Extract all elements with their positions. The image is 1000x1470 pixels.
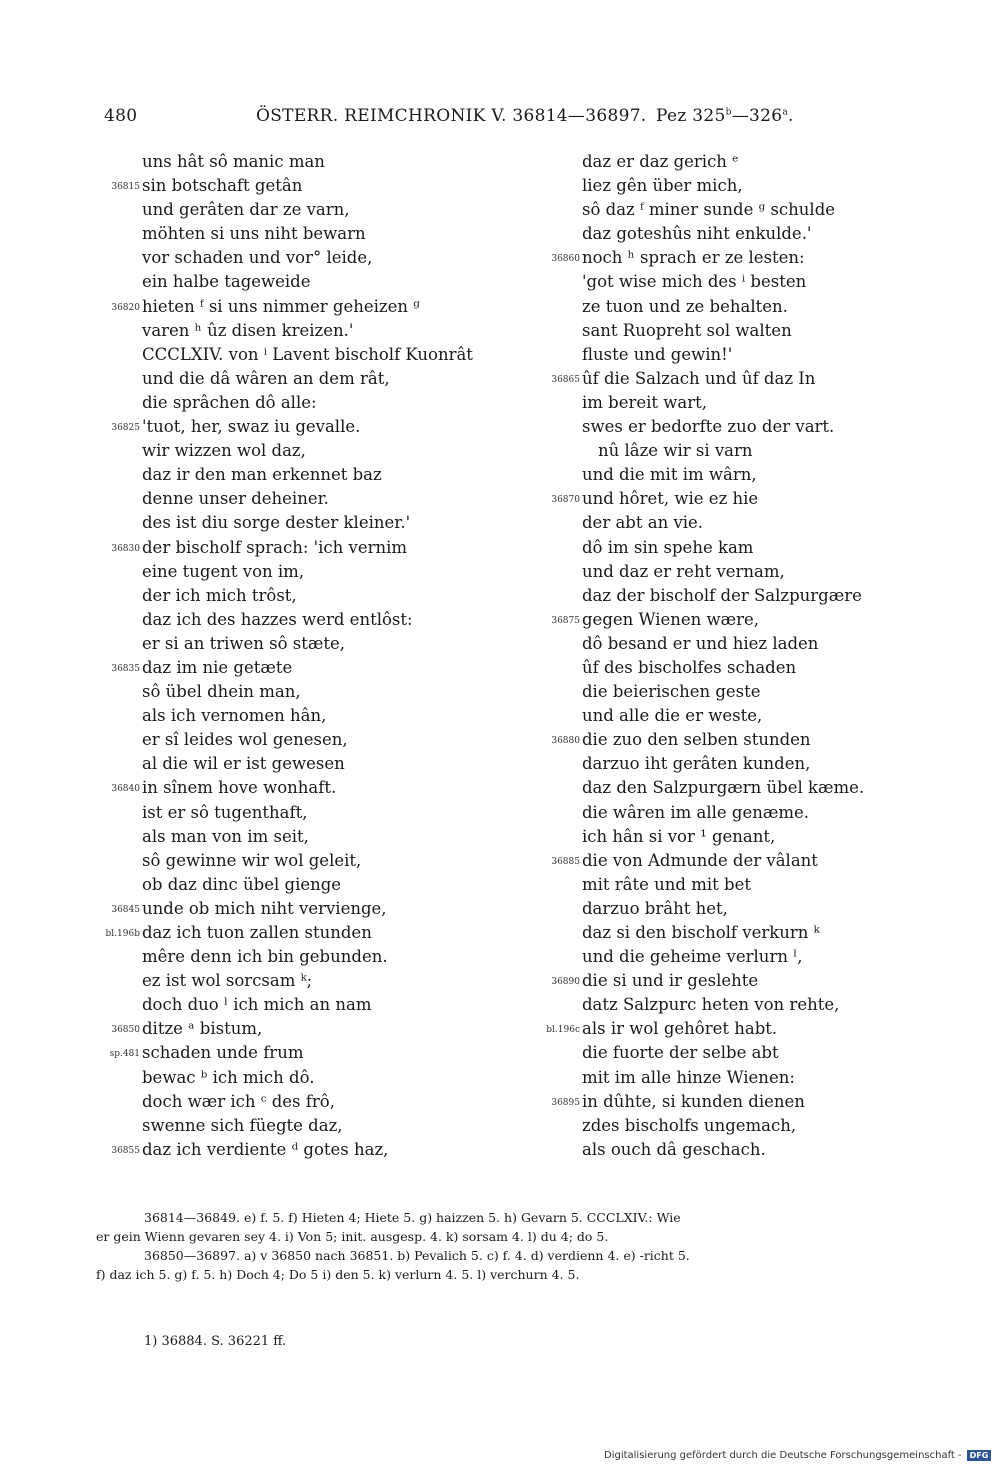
verse-number: 36875 bbox=[551, 615, 580, 626]
verse-text: die zuo den selben stunden bbox=[582, 730, 811, 750]
verse-text: 'tuot, her, swaz iu gevalle. bbox=[142, 417, 361, 437]
verse-line bbox=[98, 728, 518, 752]
verse-line bbox=[98, 632, 518, 656]
verse-line bbox=[98, 222, 518, 246]
verse-text: daz si den bischolf verkurn ᵏ bbox=[582, 923, 820, 942]
verse-text: denne unser deheiner. bbox=[142, 489, 329, 509]
verse-line bbox=[538, 1138, 938, 1162]
verse-number: 36860 bbox=[551, 254, 580, 265]
verse-text: und alle die er weste, bbox=[582, 706, 763, 726]
verse-text: daz ich tuon zallen stunden bbox=[142, 923, 372, 942]
verse-line bbox=[538, 1066, 938, 1090]
verse-text: die beierischen geste bbox=[582, 682, 761, 702]
verse-line bbox=[538, 560, 938, 584]
reference-note: 1) 36884. S. 36221 ff. bbox=[144, 1334, 287, 1349]
verse-line bbox=[98, 1090, 518, 1114]
verse-line bbox=[538, 752, 938, 776]
verse-number: 36880 bbox=[551, 736, 580, 747]
verse-line bbox=[538, 1090, 938, 1114]
verse-text: CCCLXIV. von ⁱ Lavent bischolf Kuonrât bbox=[142, 344, 473, 364]
verse-text: sô übel dhein man, bbox=[142, 682, 301, 702]
verse-line bbox=[98, 849, 518, 873]
verse-line bbox=[98, 295, 518, 319]
verse-text: doch wær ich ᶜ des frô, bbox=[142, 1091, 335, 1111]
verse-text: eine tugent von im, bbox=[142, 561, 305, 581]
verse-text: die wâren im alle genæme. bbox=[582, 802, 810, 822]
verse-line bbox=[98, 536, 518, 560]
verse-line bbox=[98, 656, 518, 680]
footnote-line: f) daz ich 5. g) f. 5. h) Doch 4; Do 5 i) den 5. k) verlurn 4. 5. l) verchurn 4. 5. bbox=[96, 1267, 580, 1282]
verse-line bbox=[538, 897, 938, 921]
verse-line bbox=[538, 825, 938, 849]
verse-text: daz ir den man erkennet baz bbox=[142, 465, 382, 485]
verse-text: ez ist wol sorcsam ᵏ; bbox=[142, 971, 313, 991]
verse-line bbox=[98, 343, 518, 367]
dfg-logo: DFG bbox=[967, 1450, 992, 1461]
verse-text: er si an triwen sô stæte, bbox=[142, 633, 346, 653]
verse-line bbox=[538, 1114, 938, 1138]
verse-text: sant Ruopreht sol walten bbox=[582, 320, 792, 340]
verse-line bbox=[538, 511, 938, 535]
verse-line bbox=[538, 608, 938, 632]
verse-line bbox=[538, 174, 938, 198]
verse-line bbox=[538, 1017, 938, 1041]
verse-number: bl.196b bbox=[105, 929, 140, 939]
verse-number: 36885 bbox=[551, 856, 580, 867]
verse-line bbox=[538, 222, 938, 246]
verse-text: sô gewinne wir wol geleit, bbox=[142, 850, 362, 870]
verse-line bbox=[98, 801, 518, 825]
verse-line bbox=[538, 801, 938, 825]
verse-line bbox=[538, 487, 938, 511]
verse-text: vor schaden und vor° leide, bbox=[142, 248, 373, 268]
verse-text: uns hât sô manic man bbox=[142, 152, 325, 171]
apparatus-footnotes bbox=[96, 1208, 946, 1284]
verse-line bbox=[98, 921, 518, 945]
verse-line bbox=[98, 1138, 518, 1162]
verse-text: und die dâ wâren an dem rât, bbox=[142, 368, 390, 388]
verse-line bbox=[538, 776, 938, 800]
verse-line bbox=[538, 198, 938, 222]
verse-text: der bischolf sprach: 'ich vernim bbox=[142, 537, 408, 557]
verse-text: und die geheime verlurn ˡ, bbox=[582, 947, 803, 967]
verse-line bbox=[98, 174, 518, 198]
verse-text: darzuo brâht het, bbox=[582, 898, 728, 918]
verse-line bbox=[98, 1114, 518, 1138]
verse-line bbox=[538, 873, 938, 897]
verse-line bbox=[98, 198, 518, 222]
verse-text: ze tuon und ze behalten. bbox=[582, 296, 788, 316]
verse-text: daz den Salzpurgærn übel kæme. bbox=[582, 778, 865, 798]
verse-line bbox=[538, 632, 938, 656]
verse-text: der abt an vie. bbox=[582, 513, 704, 533]
verse-line bbox=[98, 969, 518, 993]
verse-line bbox=[98, 463, 518, 487]
verse-line bbox=[98, 584, 518, 608]
verse-text: swenne sich füegte daz, bbox=[142, 1115, 343, 1135]
verse-line bbox=[98, 367, 518, 391]
verse-text: dô im sin spehe kam bbox=[582, 537, 754, 557]
verse-text: daz goteshûs niht enkulde.' bbox=[582, 224, 812, 244]
verse-line bbox=[98, 1041, 518, 1065]
verse-text: ob daz dinc übel gienge bbox=[142, 874, 342, 894]
verse-line bbox=[538, 921, 938, 945]
verse-line bbox=[538, 536, 938, 560]
verse-text: daz er daz gerich ᵉ bbox=[582, 152, 739, 171]
verse-text: ist er sô tugenthaft, bbox=[142, 802, 308, 822]
verse-number: 36825 bbox=[111, 423, 140, 434]
verse-line bbox=[538, 150, 938, 174]
verse-line bbox=[538, 295, 938, 319]
verse-text: ditze ᵃ bistum, bbox=[142, 1019, 263, 1039]
verse-line bbox=[538, 945, 938, 969]
verse-line bbox=[98, 945, 518, 969]
verse-line bbox=[98, 319, 518, 343]
verse-text: daz ich des hazzes werd entlôst: bbox=[142, 609, 413, 629]
verse-line bbox=[538, 439, 938, 463]
verse-number: 36890 bbox=[551, 977, 580, 988]
verse-line bbox=[538, 391, 938, 415]
verse-line bbox=[98, 752, 518, 776]
verse-text: des ist diu sorge dester kleiner.' bbox=[142, 513, 411, 533]
verse-text: noch ʰ sprach er ze lesten: bbox=[582, 248, 805, 268]
verse-text: bewac ᵇ ich mich dô. bbox=[142, 1067, 315, 1087]
verse-line bbox=[98, 511, 518, 535]
pez-reference: Pez 325$^b$—326$^a$. bbox=[656, 106, 794, 126]
verse-line bbox=[98, 246, 518, 270]
footnote-line: er gein Wienn gevaren sey 4. i) Von 5; init. ausgesp. 4. k) sorsam 4. l) du 4; do 5. bbox=[96, 1229, 609, 1244]
verse-line bbox=[538, 319, 938, 343]
verse-line bbox=[98, 439, 518, 463]
verse-line bbox=[98, 608, 518, 632]
verse-number: 36840 bbox=[111, 784, 140, 795]
verse-line bbox=[98, 680, 518, 704]
verse-text: als man von im seit, bbox=[142, 826, 309, 846]
verse-line bbox=[98, 1017, 518, 1041]
verse-line bbox=[538, 704, 938, 728]
verse-text: datz Salzpurc heten von rehte, bbox=[582, 995, 840, 1015]
verse-text: mit im alle hinze Wienen: bbox=[582, 1067, 795, 1087]
verse-text: swes er bedorfte zuo der vart. bbox=[582, 417, 835, 437]
verse-text: varen ʰ ûz disen kreizen.' bbox=[142, 320, 354, 340]
verse-text: sô daz ᶠ miner sunde ᵍ schulde bbox=[582, 200, 836, 220]
verse-text: daz im nie getæte bbox=[142, 657, 293, 677]
running-title: ÖSTERR. REIMCHRONIK V. 36814—36897. bbox=[256, 106, 647, 126]
verse-text: unde ob mich niht vervienge, bbox=[142, 898, 387, 918]
verse-text: er sî leides wol genesen, bbox=[142, 730, 348, 750]
verse-text: der ich mich trôst, bbox=[142, 585, 297, 605]
verse-number: sp.481 bbox=[109, 1049, 140, 1060]
verse-text: als ir wol gehôret habt. bbox=[582, 1019, 778, 1039]
verse-line bbox=[98, 1066, 518, 1090]
verse-number: 36870 bbox=[551, 495, 580, 506]
verse-text: liez gên über mich, bbox=[582, 176, 743, 196]
verse-text: die fuorte der selbe abt bbox=[582, 1043, 779, 1063]
verse-number: 36855 bbox=[111, 1145, 140, 1156]
footnote-line: 36850—36897. a) v 36850 nach 36851. b) Pevalich 5. c) f. 4. d) verdienn 4. e) -richt 5. bbox=[144, 1248, 690, 1263]
verse-number: 36845 bbox=[111, 904, 140, 915]
verse-text: hieten ᶠ si uns nimmer geheizen ᵍ bbox=[142, 296, 420, 316]
verse-text: ûf die Salzach und ûf daz In bbox=[582, 368, 816, 388]
verse-text: und die mit im wârn, bbox=[582, 465, 757, 485]
verse-line bbox=[538, 463, 938, 487]
verse-text: al die wil er ist gewesen bbox=[142, 754, 345, 774]
verse-text: darzuo iht gerâten kunden, bbox=[582, 754, 811, 774]
verse-number: 36820 bbox=[111, 302, 140, 313]
verse-text: und daz er reht vernam, bbox=[582, 561, 785, 581]
footnote-line: 36814—36849. e) f. 5. f) Hieten 4; Hiete 5. g) haizzen 5. h) Gevarn 5. CCCLXIV.: Wie bbox=[144, 1210, 681, 1225]
verse-text: mit râte und mit bet bbox=[582, 874, 751, 894]
verse-text: die von Admunde der vâlant bbox=[582, 850, 818, 870]
verse-number: 36865 bbox=[551, 374, 580, 385]
verse-text: dô besand er und hiez laden bbox=[582, 633, 819, 653]
verse-text: daz ich verdiente ᵈ gotes haz, bbox=[142, 1139, 389, 1159]
verse-line bbox=[538, 270, 938, 294]
page-number: 480 bbox=[104, 106, 138, 126]
verse-text: nû lâze wir si varn bbox=[598, 441, 753, 461]
verse-line bbox=[98, 873, 518, 897]
verse-text: und gerâten dar ze varn, bbox=[142, 200, 350, 220]
verse-text: ûf des bischolfes schaden bbox=[582, 657, 797, 677]
verse-text: mêre denn ich bin gebunden. bbox=[142, 947, 388, 967]
verse-text: als ouch dâ geschach. bbox=[582, 1139, 766, 1159]
verse-number: 36815 bbox=[111, 182, 140, 193]
verse-line bbox=[538, 969, 938, 993]
verse-line bbox=[98, 487, 518, 511]
verse-text: die sprâchen dô alle: bbox=[142, 392, 317, 412]
verse-number: bl.196c bbox=[546, 1025, 580, 1036]
dfg-credit bbox=[604, 1450, 991, 1461]
verse-line bbox=[538, 343, 938, 367]
verse-text: doch duo ˡ ich mich an nam bbox=[142, 995, 372, 1015]
verse-column-left bbox=[98, 150, 518, 1162]
verse-text: schaden unde frum bbox=[142, 1043, 304, 1063]
verse-line bbox=[538, 680, 938, 704]
verse-text: sin botschaft getân bbox=[142, 176, 303, 196]
verse-text: zdes bischolfs ungemach, bbox=[582, 1115, 797, 1135]
verse-text: fluste und gewin!' bbox=[582, 344, 733, 364]
verse-line bbox=[98, 560, 518, 584]
verse-line bbox=[538, 849, 938, 873]
verse-text: als ich vernomen hân, bbox=[142, 706, 327, 726]
verse-text: im bereit wart, bbox=[582, 392, 708, 412]
verse-line bbox=[98, 993, 518, 1017]
verse-text: 'got wise mich des ⁱ besten bbox=[582, 272, 807, 292]
verse-number: 36895 bbox=[551, 1097, 580, 1108]
verse-line bbox=[98, 776, 518, 800]
verse-line bbox=[98, 391, 518, 415]
verse-text: gegen Wienen wære, bbox=[582, 609, 760, 629]
verse-number: 36850 bbox=[111, 1025, 140, 1036]
verse-column-right bbox=[538, 150, 938, 1162]
verse-line bbox=[98, 415, 518, 439]
verse-line bbox=[98, 150, 518, 174]
verse-line bbox=[538, 584, 938, 608]
verse-text: ich hân si vor ¹ genant, bbox=[582, 826, 776, 846]
verse-line bbox=[98, 704, 518, 728]
verse-number: 36830 bbox=[111, 543, 140, 554]
verse-line bbox=[98, 270, 518, 294]
verse-text: möhten si uns niht bewarn bbox=[142, 224, 366, 244]
verse-line bbox=[538, 246, 938, 270]
verse-text: ein halbe tageweide bbox=[142, 272, 311, 292]
verse-number: 36835 bbox=[111, 663, 140, 674]
verse-text: in dûhte, si kunden dienen bbox=[582, 1091, 805, 1111]
verse-line bbox=[98, 825, 518, 849]
verse-line bbox=[538, 367, 938, 391]
verse-text: und hôret, wie ez hie bbox=[582, 489, 759, 509]
page-header bbox=[104, 106, 844, 132]
verse-line bbox=[538, 728, 938, 752]
verse-text: die si und ir geslehte bbox=[582, 971, 759, 991]
verse-text: wir wizzen wol daz, bbox=[142, 441, 306, 461]
verse-line bbox=[538, 1041, 938, 1065]
verse-text: daz der bischolf der Salzpurgære bbox=[582, 585, 862, 605]
verse-line bbox=[538, 993, 938, 1017]
verse-text: in sînem hove wonhaft. bbox=[142, 778, 337, 798]
verse-line bbox=[538, 656, 938, 680]
verse-line bbox=[98, 897, 518, 921]
verse-line bbox=[538, 415, 938, 439]
dfg-credit-text: Digitalisierung gefördert durch die Deutsche Forschungsgemeinschaft - bbox=[604, 1450, 962, 1461]
